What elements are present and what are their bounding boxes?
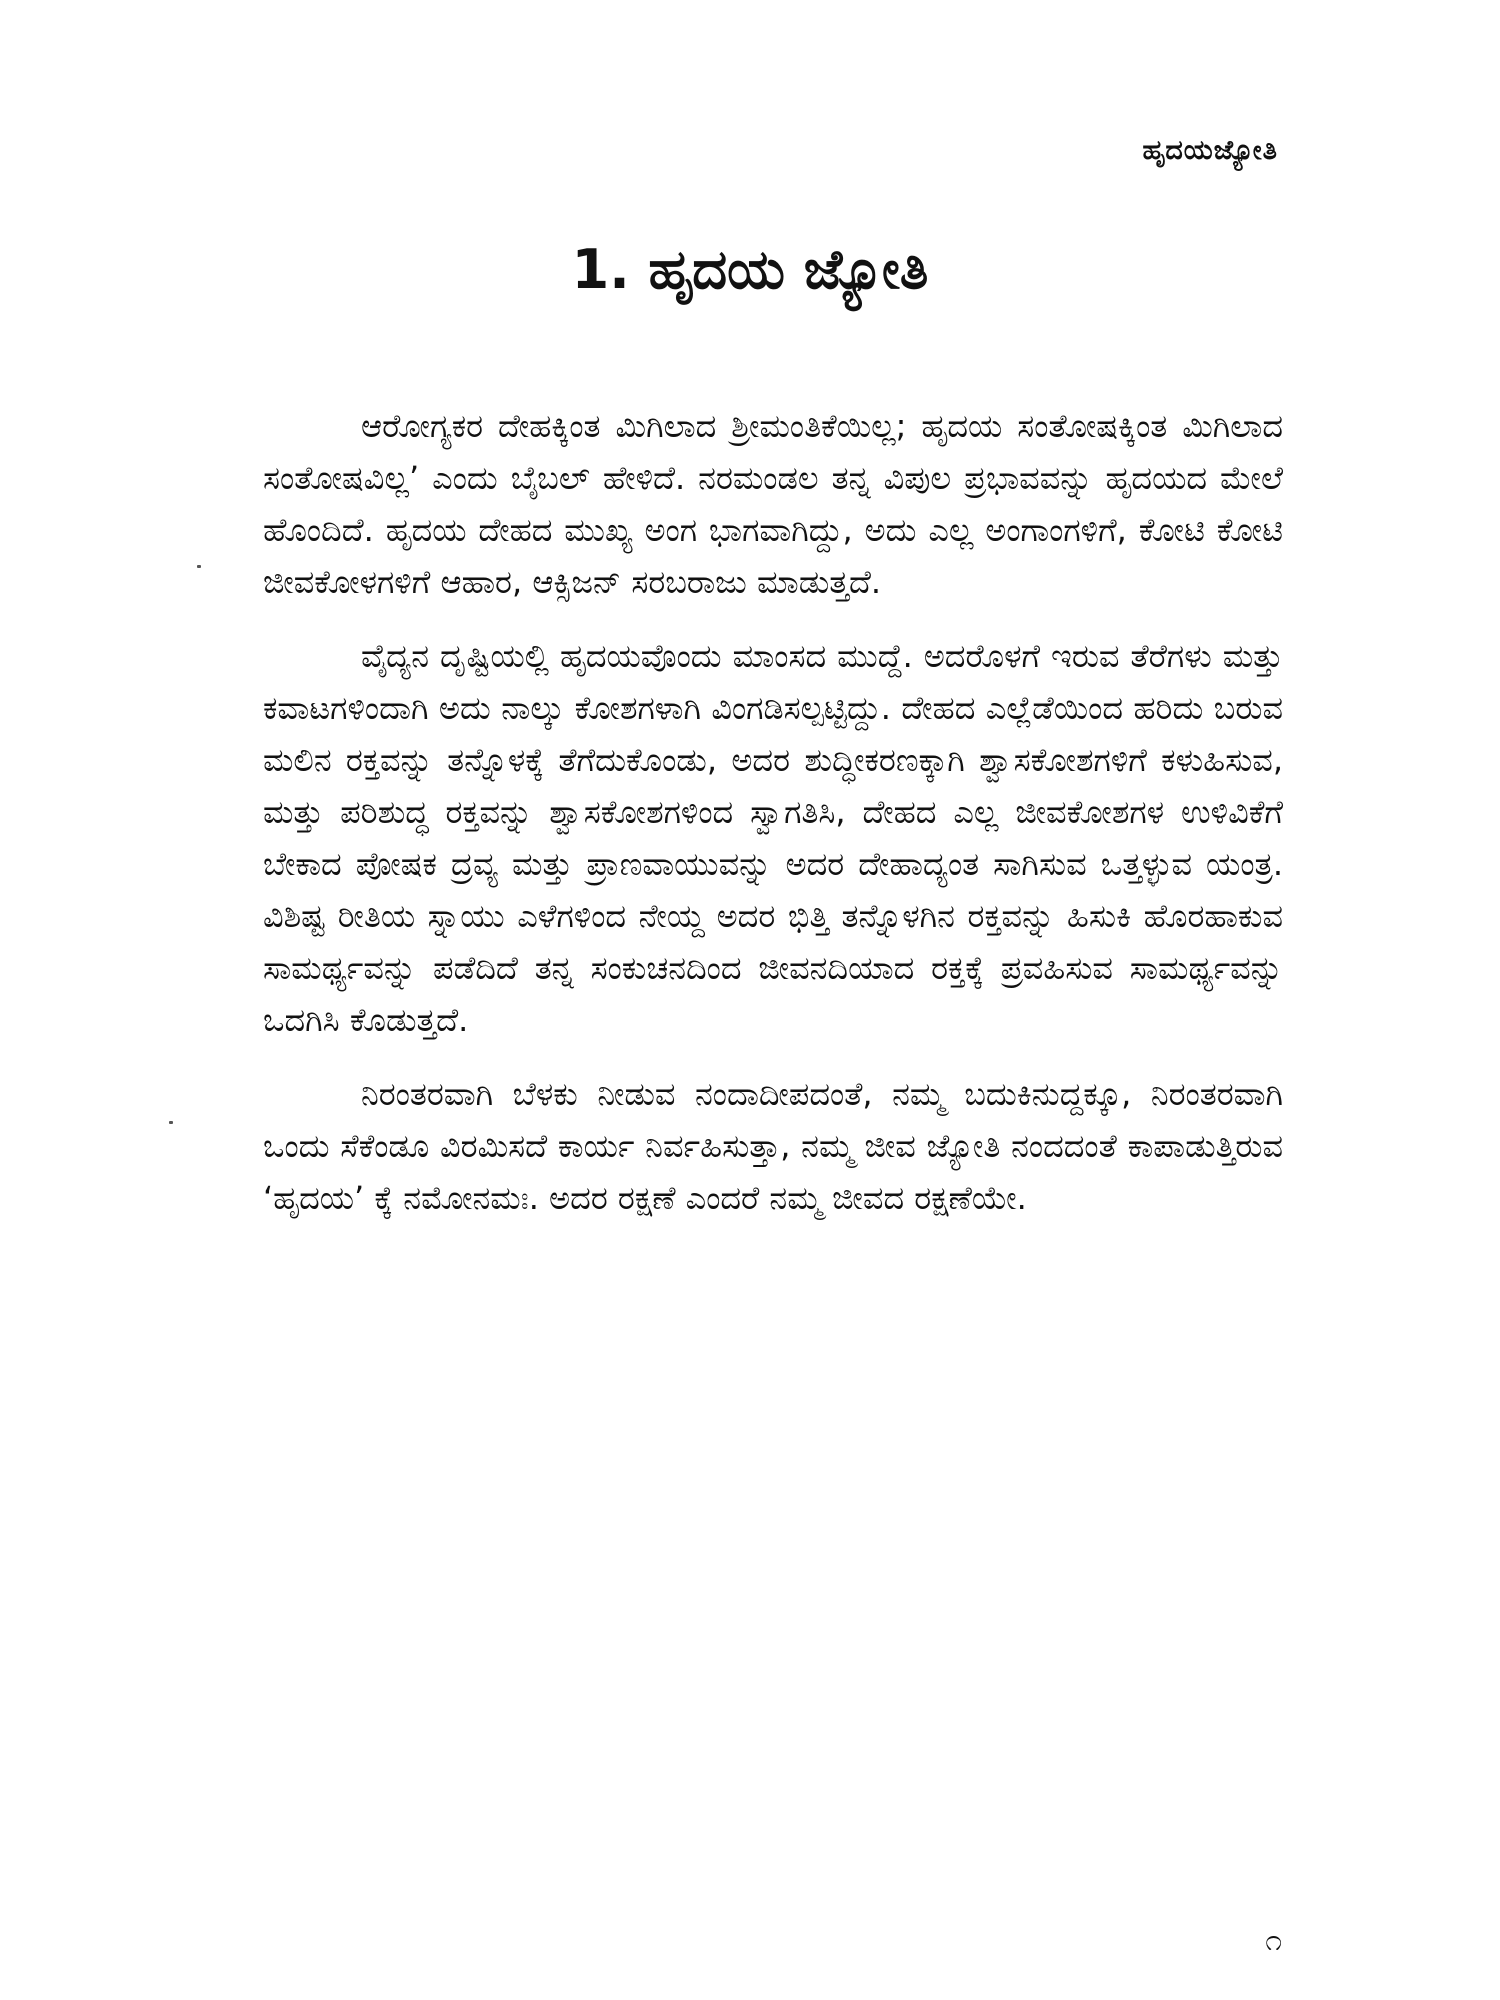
page-number: ೧	[1265, 1923, 1282, 1958]
paragraph-1: ಆರೋಗ್ಯಕರ ದೇಹಕ್ಕಿಂತ ಮಿಗಿಲಾದ ಶ್ರೀಮಂತಿಕೆಯಿಲ್ಲ; ಹೃದಯ ಸಂತೋಷಕ್ಕಿಂತ ಮಿಗಿಲಾದ ಸಂತೋಷವಿಲ್ಲ’ ಎಂದು ಬೈಬಲ್ ಹೇಳಿದೆ. ನರಮಂಡಲ ತನ್ನ ವಿಪುಲ ಪ್ರಭಾವವನ್ನು ಹೃದಯದ ಮೇಲೆ ಹೊಂದಿದೆ. ಹೃದಯ ದೇಹದ ಮುಖ್ಯ ಅಂಗ ಭಾಗವಾಗಿದ್ದು, ಅದು ಎಲ್ಲ ಅಂಗಾಂಗಳಿಗೆ, ಕೋಟಿ ಕೋಟಿ ಜೀವಕೋಳಗಳಿಗೆ ಆಹಾರ, ಆಕ್ಸಿಜನ್ ಸರಬರಾಜು ಮಾಡುತ್ತದೆ.	[263, 407, 1283, 601]
chapter-title: 1. ಹೃದಯ ಜ್ಯೋತಿ	[571, 238, 929, 301]
paragraph-3: ನಿರಂತರವಾಗಿ ಬೆಳಕು ನೀಡುವ ನಂದಾದೀಪದಂತೆ, ನಮ್ಮ ಬದುಕಿನುದ್ದಕ್ಕೂ, ನಿರಂತರವಾಗಿ ಒಂದು ಸೆಕೆಂಡೂ ವಿರಮಿಸದೆ ಕಾರ್ಯ ನಿರ್ವಹಿಸುತ್ತಾ, ನಮ್ಮ ಜೀವ ಜ್ಯೋತಿ ನಂದದಂತೆ ಕಾಪಾಡುತ್ತಿರುವ ‘ಹೃದಯ’ ಕ್ಕೆ ನಮೋನಮಃ. ಅದರ ರಕ್ಷಣೆ ಎಂದರೆ ನಮ್ಮ ಜೀವದ ರಕ್ಷಣೆಯೇ.	[263, 1075, 1283, 1217]
scan-speck	[197, 565, 201, 568]
scan-speck	[169, 1121, 173, 1124]
running-header: ಹೃದಯಜ್ಯೋತಿ	[1142, 135, 1278, 166]
body-text	[263, 400, 1283, 1246]
paragraph-2: ವೈದ್ಯನ ದೃಷ್ಟಿಯಲ್ಲಿ ಹೃದಯವೊಂದು ಮಾಂಸದ ಮುದ್ದೆ. ಅದರೊಳಗೆ ಇರುವ ತೆರೆಗಳು ಮತ್ತು ಕವಾಟಗಳಿಂದಾಗಿ ಅದು ನಾಲ್ಕು ಕೋಶಗಳಾಗಿ ವಿಂಗಡಿಸಲ್ಪಟ್ಟಿದ್ದು. ದೇಹದ ಎಲ್ಲೆಡೆಯಿಂದ ಹರಿದು ಬರುವ ಮಲಿನ ರಕ್ತವನ್ನು ತನ್ನೊಳಕ್ಕೆ ತೆಗೆದುಕೊಂಡು, ಅದರ ಶುದ್ಧೀಕರಣಕ್ಕಾಗಿ ಶ್ವಾಸಕೋಶಗಳಿಗೆ ಕಳುಹಿಸುವ, ಮತ್ತು ಪರಿಶುದ್ಧ ರಕ್ತವನ್ನು ಶ್ವಾಸಕೋಶಗಳಿಂದ ಸ್ವಾಗತಿಸಿ, ದೇಹದ ಎಲ್ಲ ಜೀವಕೋಶಗಳ ಉಳಿವಿಕೆಗೆ ಬೇಕಾದ ಪೋಷಕ ದ್ರವ್ಯ ಮತ್ತು ಪ್ರಾಣವಾಯುವನ್ನು ಅದರ ದೇಹಾದ್ಯಂತ ಸಾಗಿಸುವ ಒತ್ತಳ್ಳುವ ಯಂತ್ರ. ವಿಶಿಷ್ಟ ರೀತಿಯ ಸ್ನಾಯು ಎಳೆಗಳಿಂದ ನೇಯ್ದ ಅದರ ಭಿತ್ತಿ ತನ್ನೊಳಗಿನ ರಕ್ತವನ್ನು ಹಿಸುಕಿ ಹೊರಹಾಕುವ ಸಾಮರ್ಥ್ಯವನ್ನು ಪಡೆದಿದೆ ತನ್ನ ಸಂಕುಚನದಿಂದ ಜೀವನದಿಯಾದ ರಕ್ತಕ್ಕೆ ಪ್ರವಹಿಸುವ ಸಾಮರ್ಥ್ಯವನ್ನು ಒದಗಿಸಿ ಕೊಡುತ್ತದೆ.	[263, 637, 1283, 1039]
